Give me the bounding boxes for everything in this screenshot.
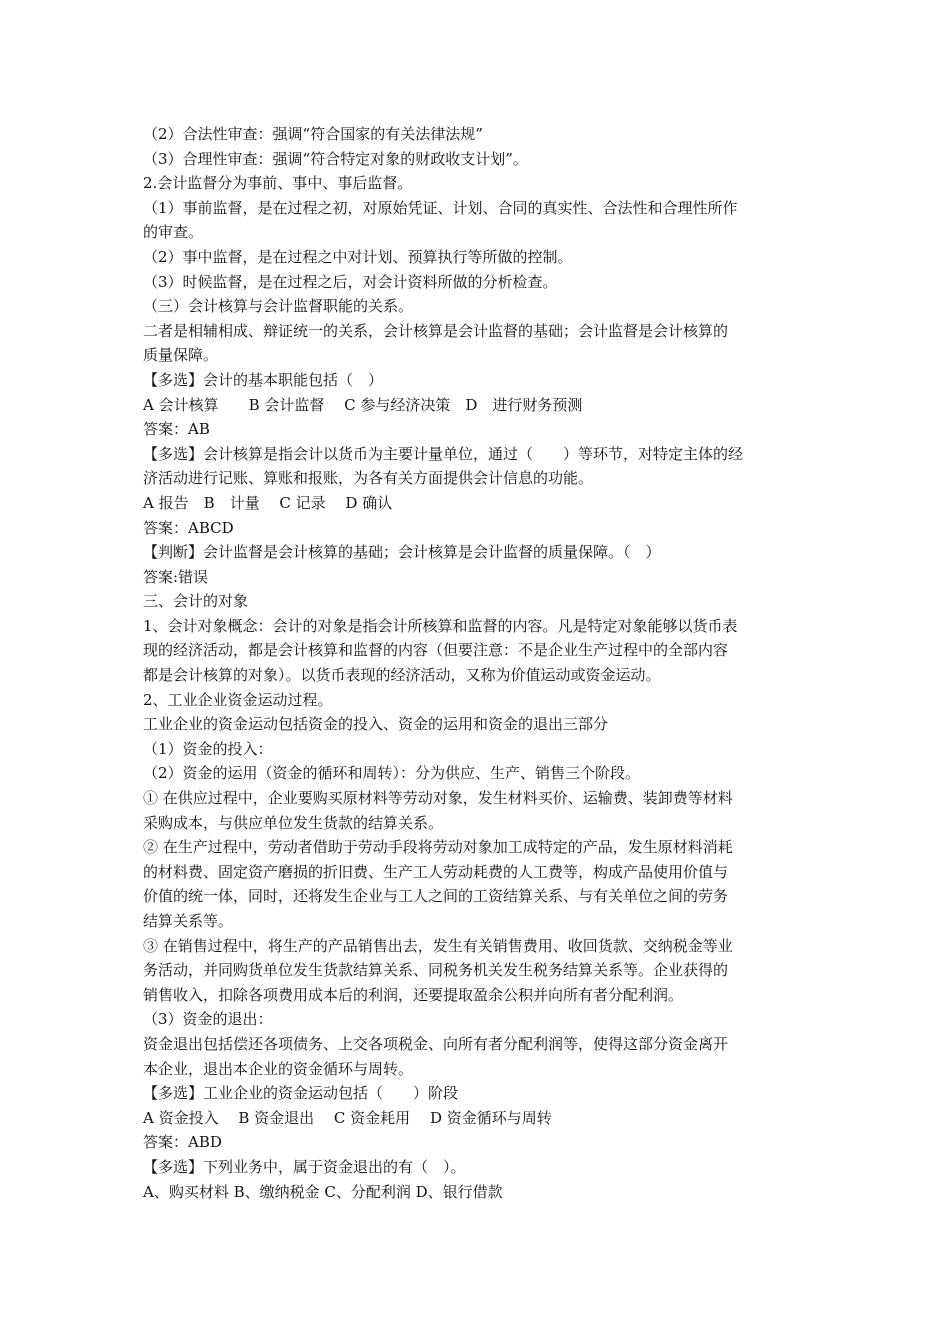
options-line: A 报告 B 计量 C 记录 D 确认 [143,493,393,512]
text-line: （1）事前监督，是在过程之初，对原始凭证、计划、合同的真实性、合法性和合理性所作 [143,198,738,217]
text-line: 2、工业企业资金运动过程。 [143,690,333,709]
text-line: （2）合法性审查：强调“符合国家的有关法律法规” [143,125,483,143]
question-line: 【多选】工业企业的资金运动包括（ ）阶段 [143,1084,459,1103]
section-heading: （三）会计核算与会计监督职能的关系。 [143,297,414,316]
text-line: ② 在生产过程中，劳动者借助于劳动手段将劳动对象加工成特定的产品，发生原材料消耗 [143,838,733,857]
text-line: ③ 在销售过程中，将生产的产品销售出去，发生有关销售费用、收回货款、交纳税金等业 [143,936,733,955]
answer-line: 答案：ABD [143,1133,222,1152]
question-line: 【多选】会计核算是指会计以货币为主要计量单位，通过（ ）等环节，对特定主体的经 [143,444,744,463]
text-line: （3）时候监督，是在过程之后，对会计资料所做的分析检查。 [143,272,558,291]
options-line: A 会计核算 B 会计监督 C 参与经济决策 D 进行财务预测 [143,395,583,414]
section-heading: 三、会计的对象 [143,592,249,611]
question-line: 【判断】会计监督是会计核算的基础；会计核算是会计监督的质量保障。（ ） [143,543,661,562]
options-line: A、购买材料 B、缴纳税金 C、分配利润 D、银行借款 [143,1182,503,1201]
text-line: 资金退出包括偿还各项债务、上交各项税金、向所有者分配利润等，使得这部分资金离开 [143,1034,729,1053]
text-line: 销售收入，扣除各项费用成本后的利润，还要提取盈余公积并向所有者分配利润。 [143,985,684,1004]
text-line: 的材料费、固定资产磨损的折旧费、生产工人劳动耗费的人工费等，构成产品使用价值与 [143,862,729,881]
question-line: 【多选】下列业务中，属于资金退出的有（ ）。 [143,1157,466,1176]
text-line: （1）资金的投入： [143,739,273,758]
text-line: （3）合理性审查：强调“符合特定对象的财政收支计划”。 [143,149,528,168]
text-line: 质量保障。 [143,346,219,365]
question-line: 【多选】会计的基本职能包括（ ） [143,370,384,389]
options-line: A 资金投入 B 资金退出 C 资金耗用 D 资金循环与周转 [143,1108,552,1127]
text-line: 都是会计核算的对象）。以货币表现的经济活动，又称为价值运动或资金运动。 [143,666,661,685]
document-body [143,122,811,1204]
text-line: 务活动，并同购货单位发生货款结算关系、同税务机关发生税务结算关系等。企业获得的 [143,961,729,980]
answer-line: 答案：AB [143,420,210,439]
text-line: 采购成本，与供应单位发生货款的结算关系。 [143,813,444,832]
text-line: 现的经济活动，都是会计核算和监督的内容（但要注意：不是企业生产过程中的全部内容 [143,641,729,660]
answer-line: 答案：ABCD [143,518,234,537]
text-line: 二者是相辅相成、辩证统一的关系，会计核算是会计监督的基础；会计监督是会计核算的 [143,321,729,340]
text-line: （2）资金的运用（资金的循环和周转）：分为供应、生产、销售三个阶段。 [143,764,641,783]
text-line: 本企业，退出本企业的资金循环与周转。 [143,1059,414,1078]
text-line: ① 在供应过程中，企业要购买原材料等劳动对象，发生材料买价、运输费、装卸费等材料 [143,789,733,808]
question-line: 济活动进行记账、算账和报账，为各有关方面提供会计信息的功能。 [143,469,594,488]
answer-line: 答案:错误 [143,567,209,586]
text-line: 结算关系等。 [143,912,234,930]
text-line: 工业企业的资金运动包括资金的投入、资金的运用和资金的退出三部分 [143,715,609,734]
text-line: （3）资金的退出： [143,1010,273,1029]
text-line: 价值的统一体，同时，还将发生企业与工人之间的工资结算关系、与有关单位之间的劳务 [143,887,729,906]
text-line: （2）事中监督，是在过程之中对计划、预算执行等所做的控制。 [143,247,573,266]
text-line: 2.会计监督分为事前、事中、事后监督。 [143,174,413,193]
text-line: 1、会计对象概念：会计的对象是指会计所核算和监督的内容。凡是特定对象能够以货币表 [143,616,738,635]
text-line: 的审查。 [143,223,204,242]
